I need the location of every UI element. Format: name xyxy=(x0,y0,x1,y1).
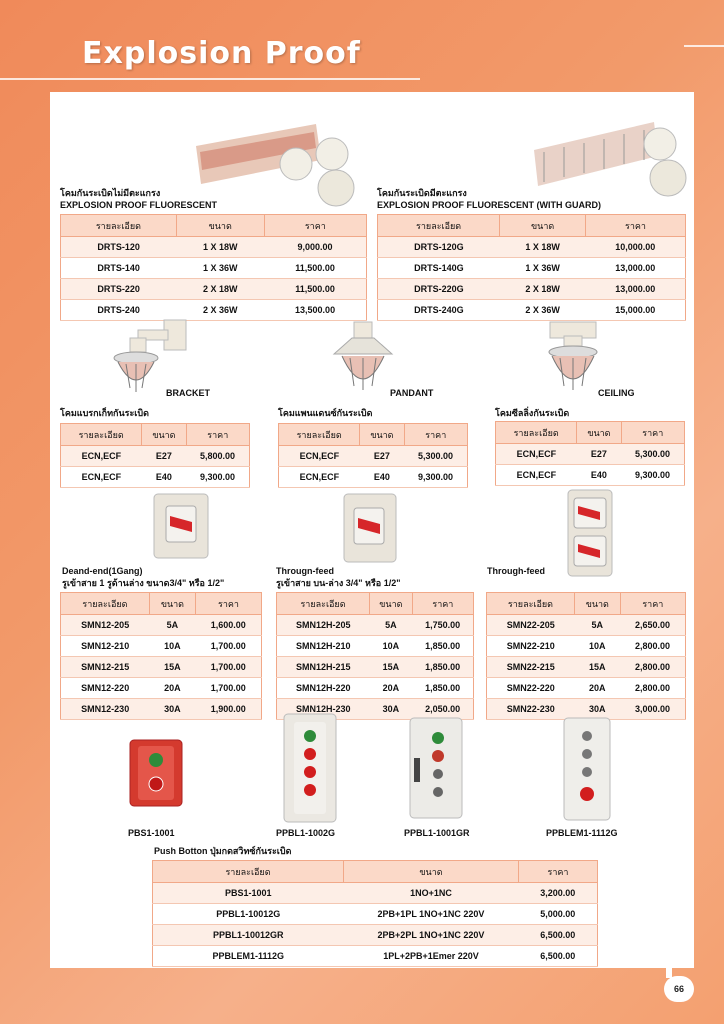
table-row xyxy=(61,279,367,300)
ceiling-table xyxy=(495,421,685,486)
cell: PPBLEM1-1112G xyxy=(153,946,344,967)
cell: SMN22-210 xyxy=(487,636,575,657)
smn12-caption-2: รูเข้าสาย 1 รูด้านล่าง ขนาด3/4" หรือ 1/2" xyxy=(62,578,225,588)
cell: DRTS-120 xyxy=(61,237,177,258)
table-row xyxy=(61,467,250,488)
smn22-caption-1: Through-feed xyxy=(487,566,545,576)
switch-throughfeed-image xyxy=(342,492,398,564)
cell: PPBL1-10012G xyxy=(153,904,344,925)
col-header: ราคา xyxy=(195,593,261,615)
pb-label-4: PPBLEM1-1112G xyxy=(546,828,618,838)
cell: DRTS-140 xyxy=(61,258,177,279)
table-row xyxy=(487,678,686,699)
page-number: 66 xyxy=(664,976,694,1002)
col-header: รายละเอียด xyxy=(277,593,370,615)
col-header: ขนาด xyxy=(176,215,264,237)
cell: 1,700.00 xyxy=(195,657,261,678)
table-row xyxy=(378,258,686,279)
col-header: ขนาด xyxy=(577,422,621,444)
col-header: ขนาด xyxy=(149,593,195,615)
cell: SMN12-205 xyxy=(61,615,150,636)
pandant-table xyxy=(278,423,468,488)
cell: 15A xyxy=(370,657,413,678)
cell: 20A xyxy=(149,678,195,699)
cell: 13,000.00 xyxy=(586,258,686,279)
col-header: รายละเอียด xyxy=(279,424,360,446)
cell: DRTS-120G xyxy=(378,237,500,258)
fluor-right-table xyxy=(377,214,686,321)
cell: DRTS-240 xyxy=(61,300,177,321)
cell: 2,800.00 xyxy=(620,636,685,657)
cell: ECN,ECF xyxy=(496,465,577,486)
table-row xyxy=(277,657,474,678)
table-row xyxy=(61,300,367,321)
fluor-left-caption-th: โคมกันระเบิดไม่มีตะแกรง xyxy=(60,188,161,198)
cell: 9,000.00 xyxy=(264,237,366,258)
table-row xyxy=(153,904,598,925)
cell: ECN,ECF xyxy=(61,467,142,488)
table-row xyxy=(61,258,367,279)
fluor-left-caption-en: EXPLOSION PROOF FLUORESCENT xyxy=(60,200,218,210)
switch-1gang-image xyxy=(152,492,210,560)
push-table xyxy=(152,860,598,967)
cell: E27 xyxy=(142,446,186,467)
ceiling-caption: โคมซีลลิ่งกันระเบิด xyxy=(495,408,570,418)
cell: 1,750.00 xyxy=(412,615,473,636)
cell: 5,800.00 xyxy=(186,446,249,467)
cell: SMN12-210 xyxy=(61,636,150,657)
table-row xyxy=(487,657,686,678)
cell: 1 X 18W xyxy=(500,237,586,258)
col-header: ขนาด xyxy=(574,593,620,615)
table-row xyxy=(378,237,686,258)
smn12h-caption-1: Througn-feed xyxy=(276,566,334,576)
ceiling-label: CEILING xyxy=(598,388,635,398)
cell: 2 X 36W xyxy=(500,300,586,321)
cell: 1,700.00 xyxy=(195,636,261,657)
col-header: ราคา xyxy=(586,215,686,237)
cell: 1,850.00 xyxy=(412,657,473,678)
smn12-caption-1: Deand-end(1Gang) xyxy=(62,566,143,576)
fluorescent-guard-lamp-image xyxy=(534,122,690,198)
col-header: รายละเอียด xyxy=(61,215,177,237)
table-row xyxy=(378,279,686,300)
cell: 2PB+2PL 1NO+1NC 220V xyxy=(344,925,519,946)
table-row xyxy=(153,883,598,904)
push-caption: Push Botton ปุ่มกดสวิทซ์กันระเบิด xyxy=(154,846,292,856)
ceiling-lamp-image xyxy=(540,320,606,396)
cell: E40 xyxy=(577,465,621,486)
col-header: รายละเอียด xyxy=(487,593,575,615)
col-header: ขนาด xyxy=(344,861,519,883)
cell: 5A xyxy=(574,615,620,636)
ppbl1-1002g-image xyxy=(282,712,338,824)
cell: 30A xyxy=(149,699,195,720)
cell: 2,800.00 xyxy=(620,657,685,678)
pb-label-2: PPBL1-1002G xyxy=(276,828,336,838)
cell: 1,900.00 xyxy=(195,699,261,720)
pb-label-1: PBS1-1001 xyxy=(128,828,175,838)
fluor-right-caption-en: EXPLOSION PROOF FLUORESCENT (WITH GUARD) xyxy=(377,200,601,210)
cell: 1,700.00 xyxy=(195,678,261,699)
col-header: ขนาด xyxy=(142,424,186,446)
col-header: ขนาด xyxy=(500,215,586,237)
table-row xyxy=(153,925,598,946)
table-row xyxy=(61,446,250,467)
col-header: รายละเอียด xyxy=(153,861,344,883)
cell: ECN,ECF xyxy=(279,467,360,488)
pbs1-image xyxy=(128,738,184,808)
table-row xyxy=(277,678,474,699)
header-accent-line xyxy=(684,45,724,47)
col-header: ราคา xyxy=(264,215,366,237)
smn22-table xyxy=(486,592,686,720)
pandant-label: PANDANT xyxy=(390,388,434,398)
cell: 10A xyxy=(370,636,413,657)
col-header: รายละเอียด xyxy=(378,215,500,237)
table-row xyxy=(61,636,262,657)
cell: SMN22-205 xyxy=(487,615,575,636)
cell: ECN,ECF xyxy=(61,446,142,467)
cell: E27 xyxy=(360,446,404,467)
cell: 30A xyxy=(370,699,413,720)
table-row xyxy=(487,636,686,657)
cell: SMN12-220 xyxy=(61,678,150,699)
cell: 2 X 18W xyxy=(176,279,264,300)
cell: SMN22-215 xyxy=(487,657,575,678)
table-row xyxy=(277,636,474,657)
cell: 5,300.00 xyxy=(404,446,467,467)
cell: SMN12-230 xyxy=(61,699,150,720)
col-header: รายละเอียด xyxy=(61,593,150,615)
page-title: Explosion Proof xyxy=(82,36,361,71)
cell: 20A xyxy=(370,678,413,699)
cell: 11,500.00 xyxy=(264,279,366,300)
cell: PPBL1-10012GR xyxy=(153,925,344,946)
bracket-caption: โคมแบรกเก็ทกันระเบิด xyxy=(60,408,149,418)
col-header: รายละเอียด xyxy=(496,422,577,444)
col-header: ราคา xyxy=(519,861,598,883)
table-row xyxy=(496,444,685,465)
col-header: ราคา xyxy=(621,422,684,444)
cell: 2 X 18W xyxy=(500,279,586,300)
cell: 5A xyxy=(149,615,195,636)
smn12h-table xyxy=(276,592,474,720)
col-header: ราคา xyxy=(620,593,685,615)
cell: SMN12H-220 xyxy=(277,678,370,699)
col-header: ขนาด xyxy=(360,424,404,446)
cell: E27 xyxy=(577,444,621,465)
cell: 1NO+1NC xyxy=(344,883,519,904)
cell: 2PB+1PL 1NO+1NC 220V xyxy=(344,904,519,925)
cell: ECN,ECF xyxy=(279,446,360,467)
bracket-label: BRACKET xyxy=(166,388,210,398)
cell: 13,000.00 xyxy=(586,279,686,300)
cell: DRTS-220 xyxy=(61,279,177,300)
cell: 11,500.00 xyxy=(264,258,366,279)
cell: 9,300.00 xyxy=(186,467,249,488)
cell: 3,000.00 xyxy=(620,699,685,720)
pb-label-3: PPBL1-1001GR xyxy=(404,828,470,838)
cell: 3,200.00 xyxy=(519,883,598,904)
bracket-lamp-image xyxy=(108,318,188,396)
cell: ECN,ECF xyxy=(496,444,577,465)
header-divider xyxy=(0,78,420,80)
col-header: รายละเอียด xyxy=(61,424,142,446)
cell: 20A xyxy=(574,678,620,699)
cell: 6,500.00 xyxy=(519,925,598,946)
cell: SMN12H-230 xyxy=(277,699,370,720)
cell: E40 xyxy=(142,467,186,488)
cell: 5A xyxy=(370,615,413,636)
cell: SMN22-220 xyxy=(487,678,575,699)
table-row xyxy=(61,657,262,678)
cell: PBS1-1001 xyxy=(153,883,344,904)
col-header: ราคา xyxy=(404,424,467,446)
cell: SMN12H-205 xyxy=(277,615,370,636)
cell: 10A xyxy=(149,636,195,657)
cell: SMN12H-210 xyxy=(277,636,370,657)
fluorescent-lamp-image xyxy=(196,124,356,210)
cell: 1PL+2PB+1Emer 220V xyxy=(344,946,519,967)
cell: 10,000.00 xyxy=(586,237,686,258)
table-row xyxy=(279,467,468,488)
cell: 1 X 36W xyxy=(500,258,586,279)
smn12h-caption-2: รูเข้าสาย บน-ล่าง 3/4" หรือ 1/2" xyxy=(276,578,401,588)
cell: DRTS-140G xyxy=(378,258,500,279)
cell: E40 xyxy=(360,467,404,488)
pandant-lamp-image xyxy=(330,320,396,396)
table-row xyxy=(61,615,262,636)
ppbl1-1001gr-image xyxy=(408,716,464,820)
cell: 9,300.00 xyxy=(621,465,684,486)
cell: 13,500.00 xyxy=(264,300,366,321)
cell: 1 X 18W xyxy=(176,237,264,258)
cell: 6,500.00 xyxy=(519,946,598,967)
cell: DRTS-220G xyxy=(378,279,500,300)
table-row xyxy=(61,237,367,258)
cell: 1,600.00 xyxy=(195,615,261,636)
table-row xyxy=(153,946,598,967)
cell: 5,000.00 xyxy=(519,904,598,925)
cell: DRTS-240G xyxy=(378,300,500,321)
cell: 1,850.00 xyxy=(412,636,473,657)
cell: 15A xyxy=(574,657,620,678)
fluor-left-table xyxy=(60,214,367,321)
table-row xyxy=(496,465,685,486)
cell: 2,050.00 xyxy=(412,699,473,720)
table-row xyxy=(378,300,686,321)
table-row xyxy=(487,615,686,636)
cell: 2,650.00 xyxy=(620,615,685,636)
col-header: ขนาด xyxy=(370,593,413,615)
cell: 2 X 36W xyxy=(176,300,264,321)
col-header: ราคา xyxy=(412,593,473,615)
cell: 10A xyxy=(574,636,620,657)
cell: 5,300.00 xyxy=(621,444,684,465)
table-row xyxy=(279,446,468,467)
table-row xyxy=(61,678,262,699)
cell: 2,800.00 xyxy=(620,678,685,699)
ppblem1-image xyxy=(562,716,612,822)
pandant-caption: โคมแพนแดนซ์กันระเบิด xyxy=(278,408,373,418)
cell: SMN12H-215 xyxy=(277,657,370,678)
table-row xyxy=(61,699,262,720)
cell: 9,300.00 xyxy=(404,467,467,488)
bracket-table xyxy=(60,423,250,488)
cell: 15,000.00 xyxy=(586,300,686,321)
switch-2gang-image xyxy=(566,488,614,578)
cell: 30A xyxy=(574,699,620,720)
fluor-right-caption-th: โคมกันระเบิดมีตะแกรง xyxy=(377,188,467,198)
col-header: ราคา xyxy=(186,424,249,446)
table-row xyxy=(277,615,474,636)
cell: 1 X 36W xyxy=(176,258,264,279)
cell: SMN12-215 xyxy=(61,657,150,678)
cell: SMN22-230 xyxy=(487,699,575,720)
smn12-table xyxy=(60,592,262,720)
cell: 1,850.00 xyxy=(412,678,473,699)
cell: 15A xyxy=(149,657,195,678)
